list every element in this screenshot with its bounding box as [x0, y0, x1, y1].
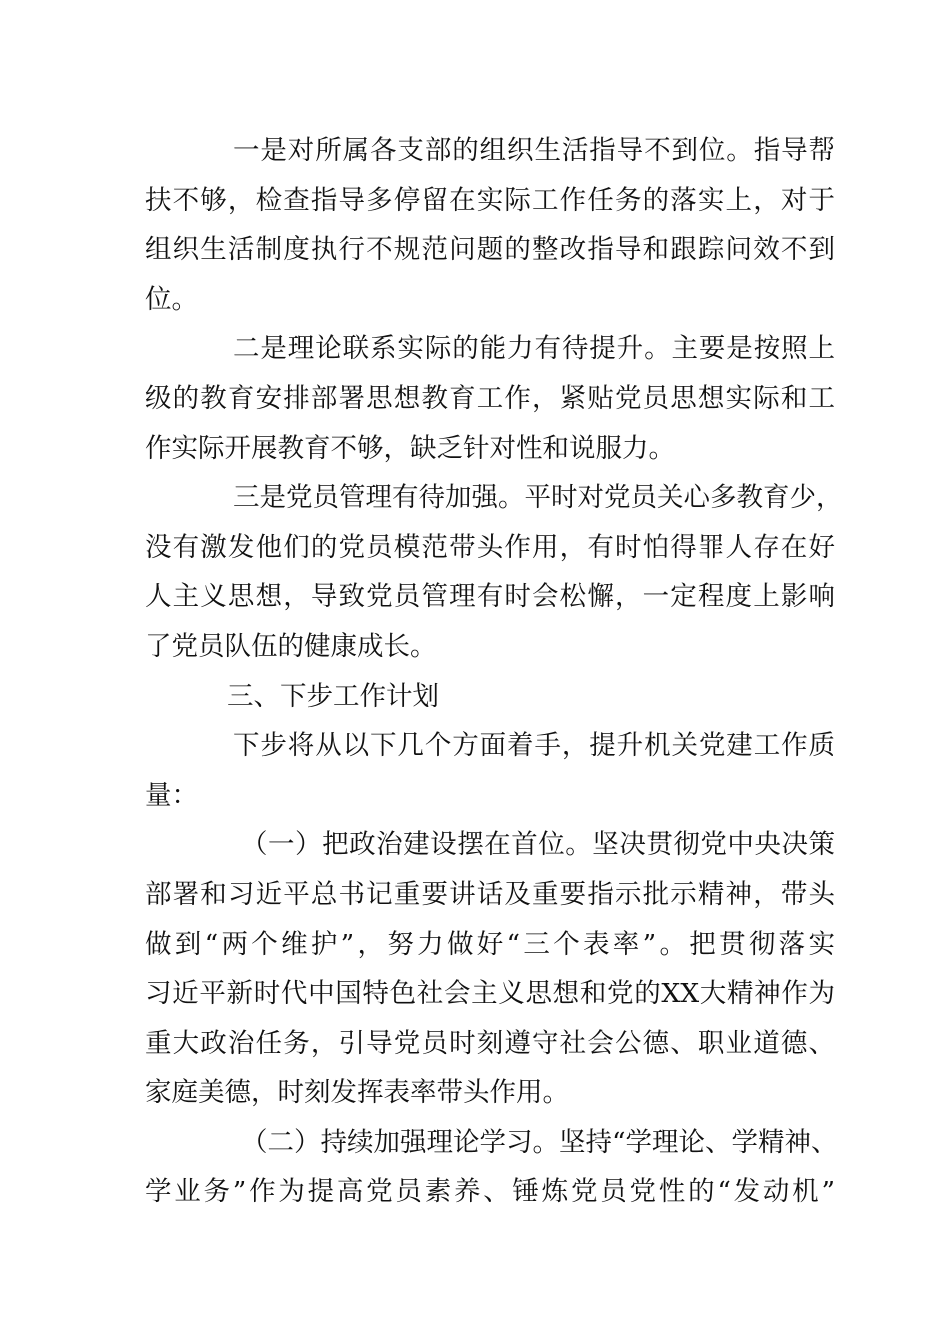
text-line: 级的教育安排部署思想教育工作，紧贴党员思想实际和工 [145, 382, 835, 414]
text-line: 家庭美德，时刻发挥表率带头作用。 [145, 1077, 569, 1109]
paragraph-plan-1 [145, 820, 835, 1118]
text-line: 一是对所属各支部的组织生活指导不到位。指导帮 [233, 135, 835, 166]
text-line: 位。 [145, 283, 198, 315]
text-line: 人主义思想，导致党员管理有时会松懈，一定程度上影响 [145, 581, 835, 613]
text-line: 扶不够，检查指导多停留在实际工作任务的落实上，对于 [145, 184, 835, 216]
paragraph-plan-2 [145, 1118, 838, 1217]
text-line: 量： [145, 779, 198, 811]
paragraph-problem-1 [145, 126, 835, 324]
text-line: 二是理论联系实际的能力有待提升。主要是按照上 [233, 333, 835, 365]
document-body [145, 126, 843, 1217]
text-line: 做到“两个维护”，努力做好“三个表率”。把贯彻落实 [145, 928, 835, 960]
paragraph-problem-3 [145, 473, 843, 671]
text-line: 学业务”作为提高党员素养、锤炼党员党性的“发动机” [145, 1176, 835, 1208]
text-line: 下步将从以下几个方面着手，提升机关党建工作质 [233, 730, 835, 762]
section-heading-text: 三、下步工作计划 [227, 680, 439, 712]
text-line: 组织生活制度执行不规范问题的整改指导和跟踪问效不到 [145, 234, 835, 266]
text-line: 作实际开展教育不够，缺乏针对性和说服力。 [145, 432, 675, 464]
text-line: 三是党员管理有待加强。平时对党员关心多教育少， [233, 482, 843, 514]
section-heading [145, 672, 835, 722]
text-line: （一）把政治建设摆在首位。坚决贯彻党中央决策 [241, 829, 835, 861]
text-line: 没有激发他们的党员模范带头作用，有时怕得罪人存在好 [145, 531, 835, 563]
paragraph-problem-2 [145, 324, 835, 473]
text-line: 习近平新时代中国特色社会主义思想和党的XX大精神作为 [145, 978, 835, 1010]
text-line: （二）持续加强理论学习。坚持“学理论、学精神、 [241, 1126, 838, 1158]
text-line: 重大政治任务，引导党员时刻遵守社会公德、职业道德、 [145, 1027, 835, 1059]
text-line: 部署和习近平总书记重要讲话及重要指示批示精神，带头 [145, 878, 835, 910]
text-line: 了党员队伍的健康成长。 [145, 630, 437, 662]
paragraph-plan-intro [145, 721, 835, 820]
